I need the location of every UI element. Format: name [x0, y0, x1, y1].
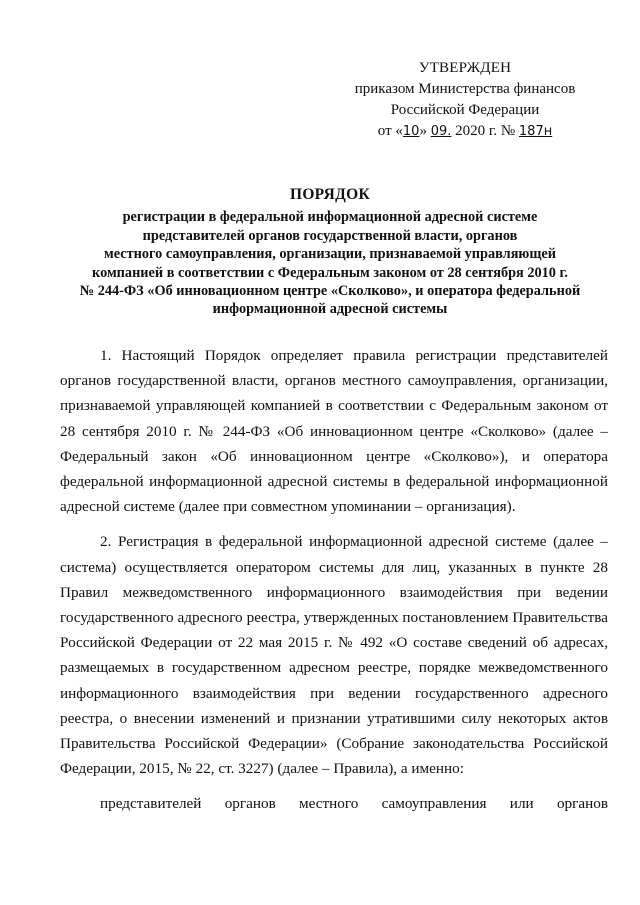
handwritten-day: 10: [402, 124, 420, 139]
date-mid: »: [419, 123, 427, 139]
title-line-3: местного самоуправления, организации, признаваемой управляющей: [103, 246, 557, 263]
date-year: 2020 г. №: [455, 123, 516, 139]
title-line-2: представителей органов государственной власти, органов: [142, 227, 518, 244]
title-main: ПОРЯДОК: [289, 186, 371, 203]
approval-heading: УТВЕРЖДЕН: [418, 60, 512, 76]
paragraph-1: 1. Настоящий Порядок определяет правила регистрации представителей органов государственной власти, органов местного самоуправления, организации, признаваемой управляющей компанией в соответствии с Федеральным законом от 28 сентября 2010 г. № 244-ФЗ «Об инновационном центре «Сколково» (далее – Федеральный закон «Об инновационном центре «Сколково»), и оператора федеральной информационной адресной системы в федеральной информационной адресной системе (далее при совместном упоминании – организация).: [60, 347, 608, 516]
title-line-4: компанией в соответствии с Федеральным законом от 28 сентября 2010 г.: [92, 264, 568, 281]
paragraph-3: представителей органов местного самоуправления или органов: [100, 795, 608, 813]
title-line-1: регистрации в федеральной информационной адресной системе: [122, 209, 538, 226]
date-prefix: от «: [377, 123, 403, 139]
approval-date-line: [340, 121, 590, 142]
approval-line-1: приказом Министерства финансов: [354, 81, 576, 97]
handwritten-order-number: 187н: [518, 124, 553, 139]
document-title: [60, 186, 600, 319]
paragraph-2: 2. Регистрация в федеральной информационной адресной системе (далее – система) осуществляется оператором системы для лиц, указанных в пункте 28 Правил межведомственного информационного взаимодействия при ведении государственного адресного реестра, утвержденных постановлением Правительства Российской Федерации от 22 мая 2015 г. № 492 «О составе сведений об адресах, размещаемых в государственном адресном реестре, порядке межведомственного информационного взаимодействия при ведении государственного адресного реестра, о внесении изменений и признании утратившими силу некоторых актов Правительства Российской Федерации» (Собрание законодательства Российской Федерации, 2015, № 22, ст. 3227) (далее – Правила), а именно:: [60, 533, 608, 778]
title-line-5: № 244-ФЗ «Об инновационном центре «Сколково», и оператора федеральной: [79, 283, 581, 300]
handwritten-month: 09.: [430, 124, 452, 139]
approval-line-2: Российской Федерации: [390, 102, 540, 118]
document-body: [60, 343, 608, 817]
approval-stamp: [340, 58, 590, 142]
title-line-6: информационной адресной системы: [212, 301, 448, 318]
